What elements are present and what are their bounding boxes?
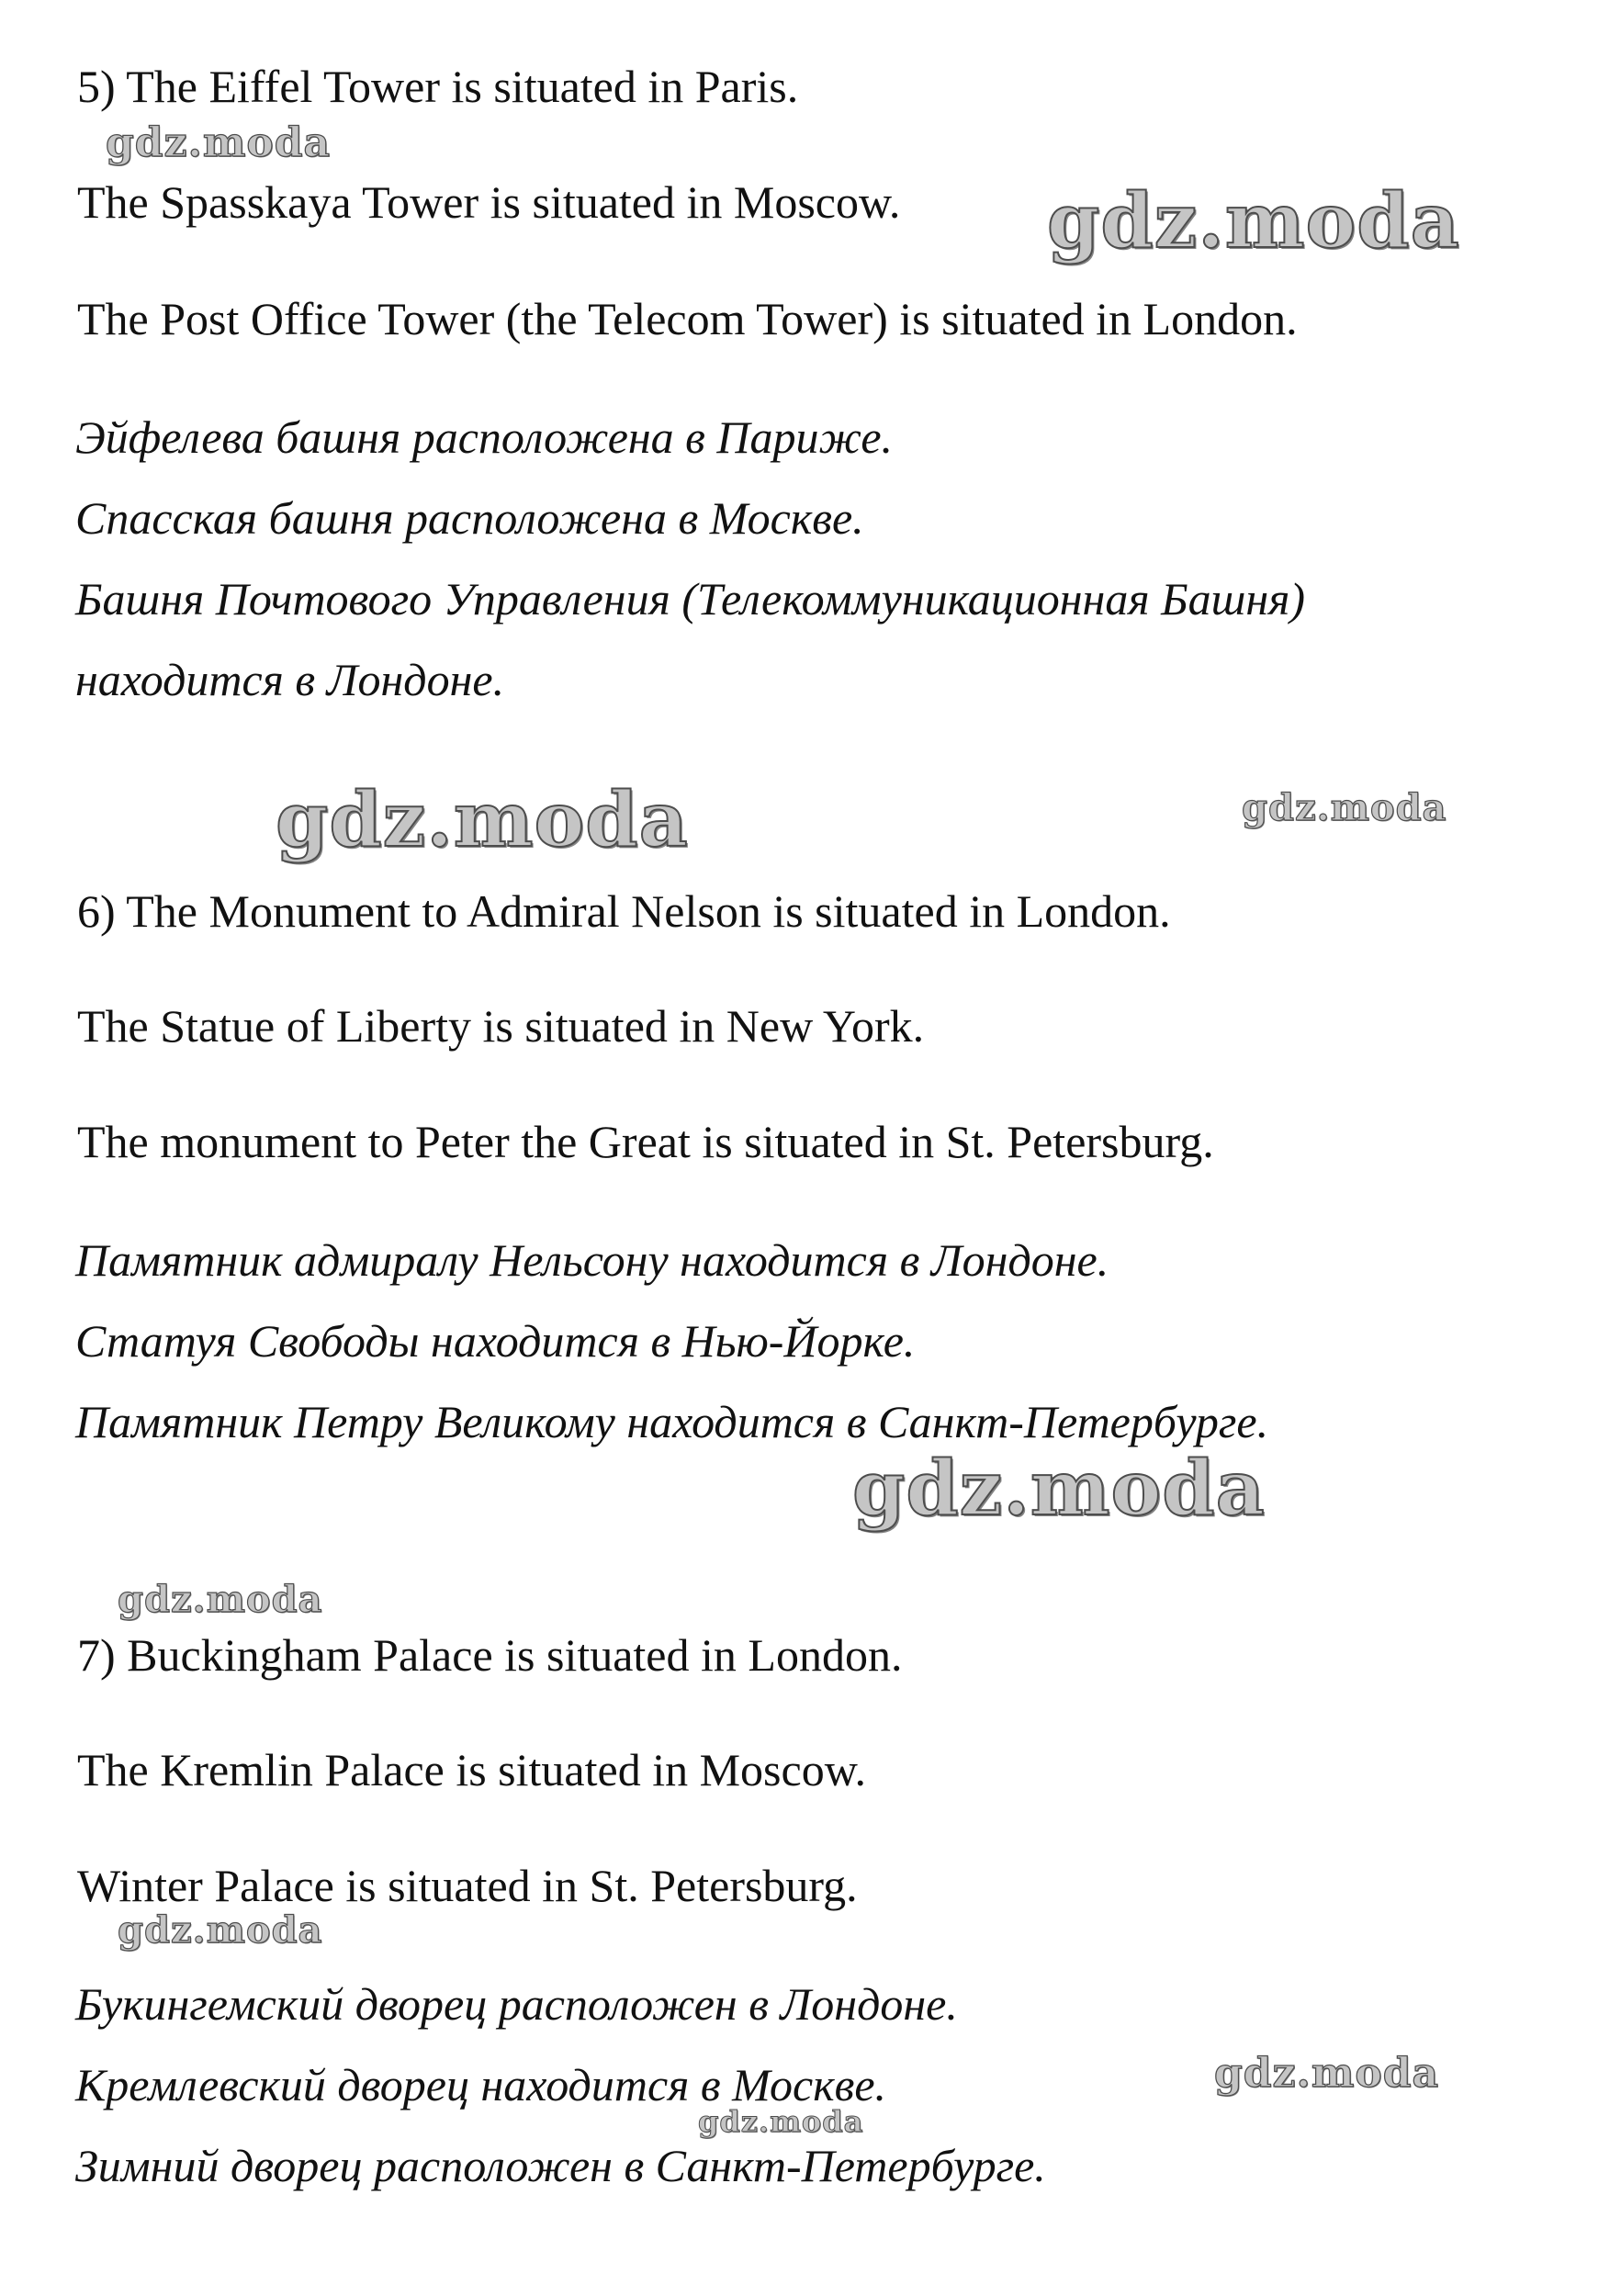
section-6-en-line-2: The Statue of Liberty is situated in New York. — [77, 1000, 925, 1052]
section-6-ru-line-1: Памятник адмиралу Нельсону находится в Лондоне. — [75, 1234, 1109, 1286]
section-5-en-line-1: 5) The Eiffel Tower is situated in Paris. — [77, 61, 799, 112]
section-7-en-line-2: The Kremlin Palace is situated in Moscow. — [77, 1744, 867, 1795]
section-6-ru-line-3: Памятник Петру Великому находится в Санкт-Петербурге. — [75, 1396, 1269, 1447]
watermark: gdz.moda — [1214, 2050, 1440, 2097]
watermark: gdz.moda — [698, 2104, 864, 2139]
section-5-ru-line-1: Эйфелева башня расположена в Париже. — [75, 411, 894, 463]
section-7-ru-line-2: Кремлевский дворец находится в Москве. — [75, 2059, 887, 2110]
section-6-en-line-1: 6) The Monument to Admiral Nelson is situated in London. — [77, 885, 1171, 937]
watermark: gdz.moda — [118, 1908, 323, 1952]
watermark: gdz.moda — [1047, 177, 1460, 265]
section-5-ru-line-4: находится в Лондоне. — [75, 654, 505, 705]
section-5-en-line-2: The Spasskaya Tower is situated in Moscow. — [77, 176, 901, 228]
section-5-en-line-3: The Post Office Tower (the Telecom Tower) is situated in London. — [77, 293, 1298, 344]
section-5-ru-line-3: Башня Почтового Управления (Телекоммуникационная Башня) — [75, 573, 1306, 625]
section-7-ru-line-3: Зимний дворец расположен в Санкт-Петербурге. — [75, 2140, 1046, 2191]
watermark: gdz.moda — [1242, 786, 1447, 829]
watermark: gdz.moda — [106, 119, 332, 166]
section-6-ru-line-2: Статуя Свободы находится в Нью-Йорке. — [75, 1315, 916, 1367]
watermark: gdz.moda — [276, 776, 689, 864]
section-7-en-line-1: 7) Buckingham Palace is situated in London. — [77, 1629, 903, 1681]
section-5-ru-line-2: Спасская башня расположена в Москве. — [75, 492, 864, 544]
watermark: gdz.moda — [852, 1445, 1266, 1533]
section-7-en-line-3: Winter Palace is situated in St. Petersburg. — [77, 1860, 858, 1911]
section-6-en-line-3: The monument to Peter the Great is situated in St. Petersburg. — [77, 1116, 1214, 1167]
watermark: gdz.moda — [118, 1578, 323, 1621]
section-7-ru-line-1: Букингемский дворец расположен в Лондоне. — [75, 1978, 958, 2030]
